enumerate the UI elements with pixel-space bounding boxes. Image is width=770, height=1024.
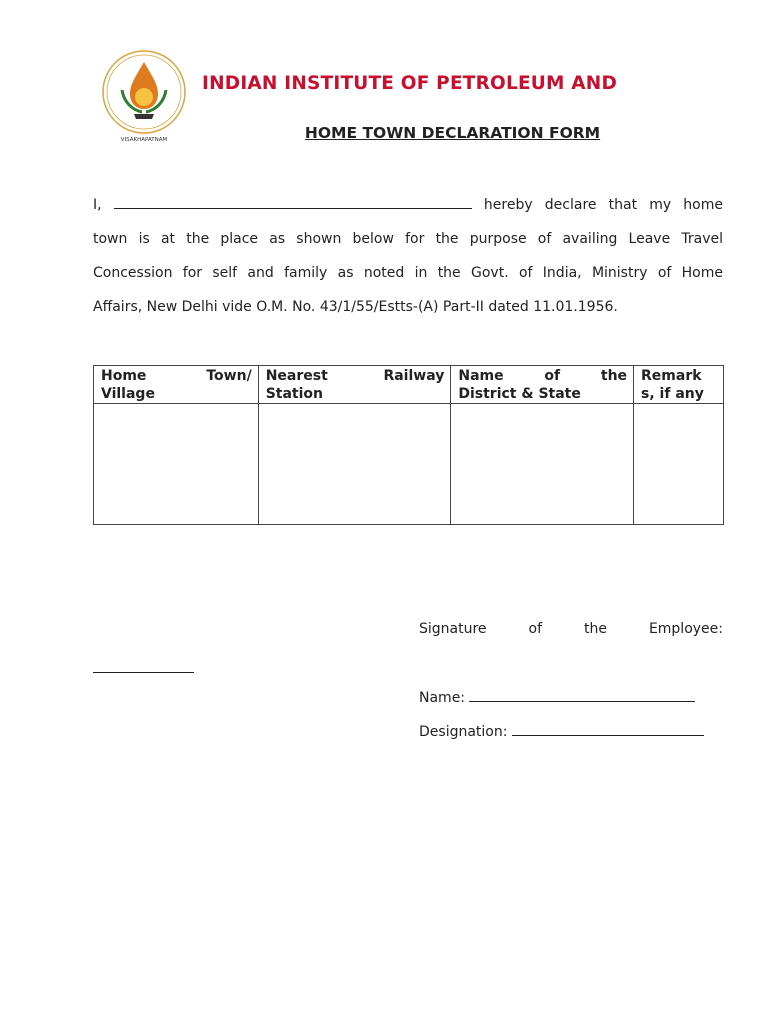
signature-label: Signature of the Employee: [419,621,723,637]
institute-name: INDIAN INSTITUTE OF PETROLEUM AND [202,73,618,94]
table-header-row [94,366,724,404]
designation-field: Designation: [419,723,704,740]
col-district-state: Name of the District & State [451,366,634,404]
remarks-cell[interactable] [634,404,724,525]
col-remarks: Remark s, if any [634,366,724,404]
hometown-table [93,365,724,525]
svg-text:VISAKHAPATNAM: VISAKHAPATNAM [120,137,168,143]
signature-blank[interactable] [93,672,194,673]
declaration-line-2: town is at the place as shown below for the purpose of availing Leave Travel [93,231,723,247]
nearest-station-cell[interactable] [258,404,451,525]
declaration-paragraph [93,188,723,324]
form-title: HOME TOWN DECLARATION FORM [304,124,601,142]
employee-name-blank[interactable] [114,194,472,209]
home-town-cell[interactable] [94,404,259,525]
declaration-line-1: I, hereby declare that my home [93,188,723,222]
declaration-line-3: Concession for self and family as noted in the Govt. of India, Ministry of Home [93,265,723,281]
col-nearest-station: Nearest Railway Station [258,366,451,404]
name-field: Name: [419,689,695,706]
declaration-line-4: Affairs, New Delhi vide O.M. No. 43/1/55/Estts-(A) Part-II dated 11.01.1956. [93,299,618,315]
designation-blank[interactable] [512,723,704,736]
name-blank[interactable] [469,689,695,702]
district-state-cell[interactable] [451,404,634,525]
col-home-town: Home Town/ Village [94,366,259,404]
table-row [94,404,724,525]
